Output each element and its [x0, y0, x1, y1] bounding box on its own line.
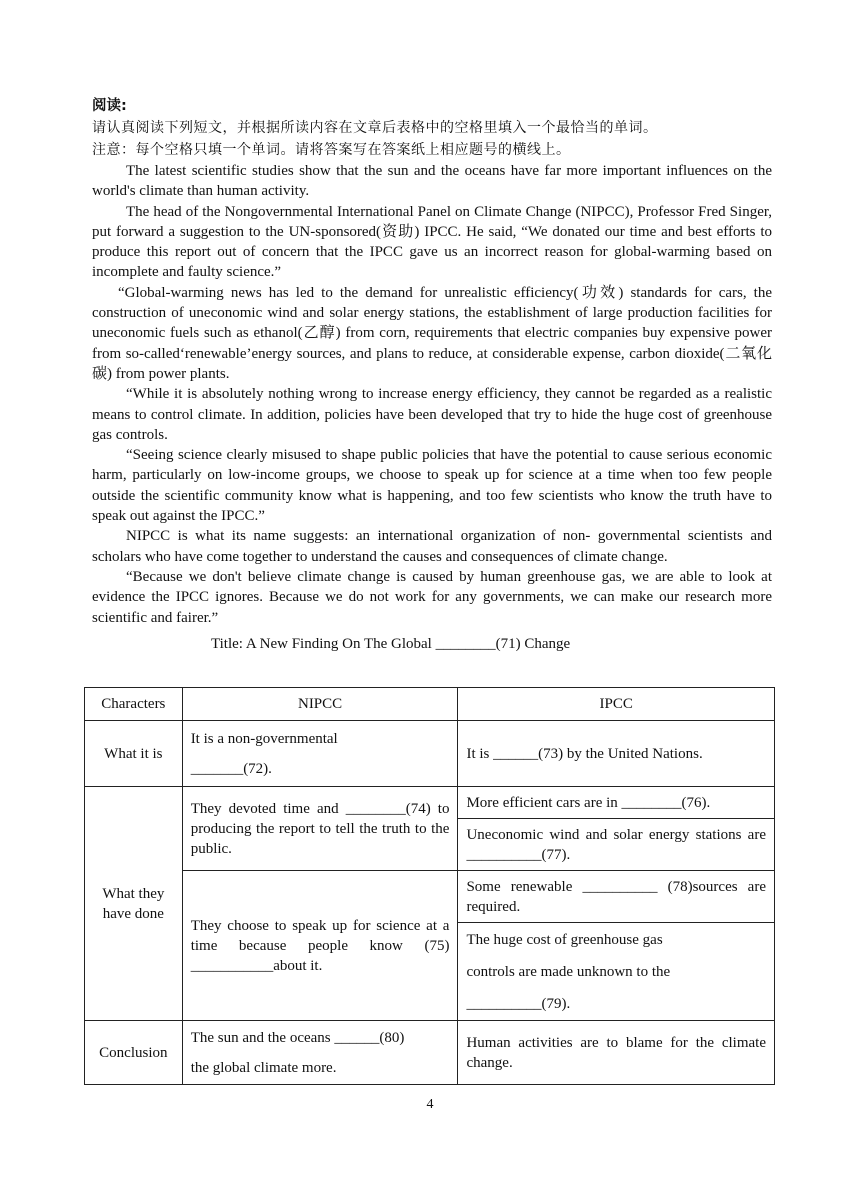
- header-ipcc: IPCC: [458, 688, 775, 721]
- nipcc-cell: They choose to speak up for science at a time because people know (75) ___________about it.: [182, 871, 458, 1021]
- instruction-line: 请认真阅读下列短文，并根据所读内容在文章后表格中的空格里填入一个最恰当的单词。: [92, 120, 658, 136]
- cell-text: It is a non-governmental: [190, 730, 338, 747]
- cell-text: The huge cost of greenhouse gas: [466, 931, 663, 948]
- summary-table: [84, 687, 775, 1085]
- passage-paragraph: The head of the Nongovernmental International Panel on Climate Change (NIPCC), Professor Fred Singer, put forward a suggestion to the UN-sponsored(资助) IPCC. He said, “We donated our time and best efforts to produce this report out of concern that the IPCC gave us an incorrect reason for global-warming based on incomplete and faulty science.”: [92, 203, 772, 281]
- blank-72: _______(72).: [190, 760, 272, 777]
- cell-text: controls are made unknown to the: [466, 963, 671, 980]
- ipcc-cell: Some renewable __________ (78)sources are required.: [458, 871, 775, 923]
- page-content: [92, 90, 772, 654]
- passage-paragraph: “Seeing science clearly misused to shape public policies that have the potential to cause serious economic harm, particularly on low-income groups, we choose to speak up for science at a time when too few people outside the scientific community know what is happening, and too few scientists who know the truth have to speak out against the IPCC.”: [92, 447, 772, 525]
- ipcc-cell: Human activities are to blame for the climate change.: [458, 1021, 775, 1085]
- ipcc-cell: It is ______(73) by the United Nations.: [458, 721, 775, 787]
- nipcc-cell: [182, 721, 458, 787]
- passage-paragraph: “Because we don't believe climate change is caused by human greenhouse gas, we are able to look at evidence the IPCC ignores. Because we do not work for any governments, we can make our research more scientific and fairer.”: [92, 568, 772, 626]
- ipcc-cell: More efficient cars are in ________(76).: [458, 787, 775, 819]
- passage-paragraph: The latest scientific studies show that the sun and the oceans have far more important influences on the world's climate than human activity.: [92, 163, 772, 200]
- row-label: What they have done: [85, 787, 183, 1021]
- page-number: 4: [426, 1097, 434, 1112]
- cell-text: the global climate more.: [190, 1059, 337, 1076]
- nipcc-cell: [182, 1021, 458, 1085]
- header-characters: Characters: [85, 688, 183, 721]
- ipcc-cell: [458, 923, 775, 1021]
- header-nipcc: NIPCC: [182, 688, 458, 721]
- table-row: [85, 871, 775, 923]
- reading-heading: 阅读:: [92, 98, 127, 114]
- table-row: [85, 721, 775, 787]
- nipcc-cell: They devoted time and ________(74) to producing the report to tell the truth to the public.: [182, 787, 458, 871]
- table-row: [85, 1021, 775, 1085]
- blank-79: __________(79).: [466, 995, 571, 1012]
- cell-text: The sun and the oceans ______(80): [190, 1029, 405, 1046]
- passage-paragraph: NIPCC is what its name suggests: an international organization of non- governmental scientists and scholars who have come together to understand the causes and consequences of climate change.: [92, 528, 772, 565]
- row-label: What it is: [85, 721, 183, 787]
- row-label: Conclusion: [85, 1021, 183, 1085]
- passage-paragraph: “While it is absolutely nothing wrong to increase energy efficiency, they cannot be regarded as a realistic means to control climate. In addition, policies have been developed that try to hide the huge cost of greenhouse gas controls.: [92, 386, 772, 443]
- table-row: [85, 787, 775, 819]
- table-header-row: [85, 688, 775, 721]
- table-title: Title: A New Finding On The Global ________(71) Change: [211, 635, 571, 652]
- ipcc-cell: Uneconomic wind and solar energy stations are __________(77).: [458, 819, 775, 871]
- instruction-line: 注意：每个空格只填一个单词。请将答案写在答案纸上相应题号的横线上。: [92, 142, 571, 158]
- passage-paragraph: “Global-warming news has led to the demand for unrealistic efficiency(功效) standards for cars, the construction of uneconomic wind and solar energy stations, the establishment of large production facilities for uneconomic fuels such as ethanol(乙醇) from corn, requirements that electric companies buy expensive power from so-called‘renewable’energy sources, and plans to reduce, at considerable expense, carbon dioxide(二氧化碳) from power plants.: [92, 284, 772, 382]
